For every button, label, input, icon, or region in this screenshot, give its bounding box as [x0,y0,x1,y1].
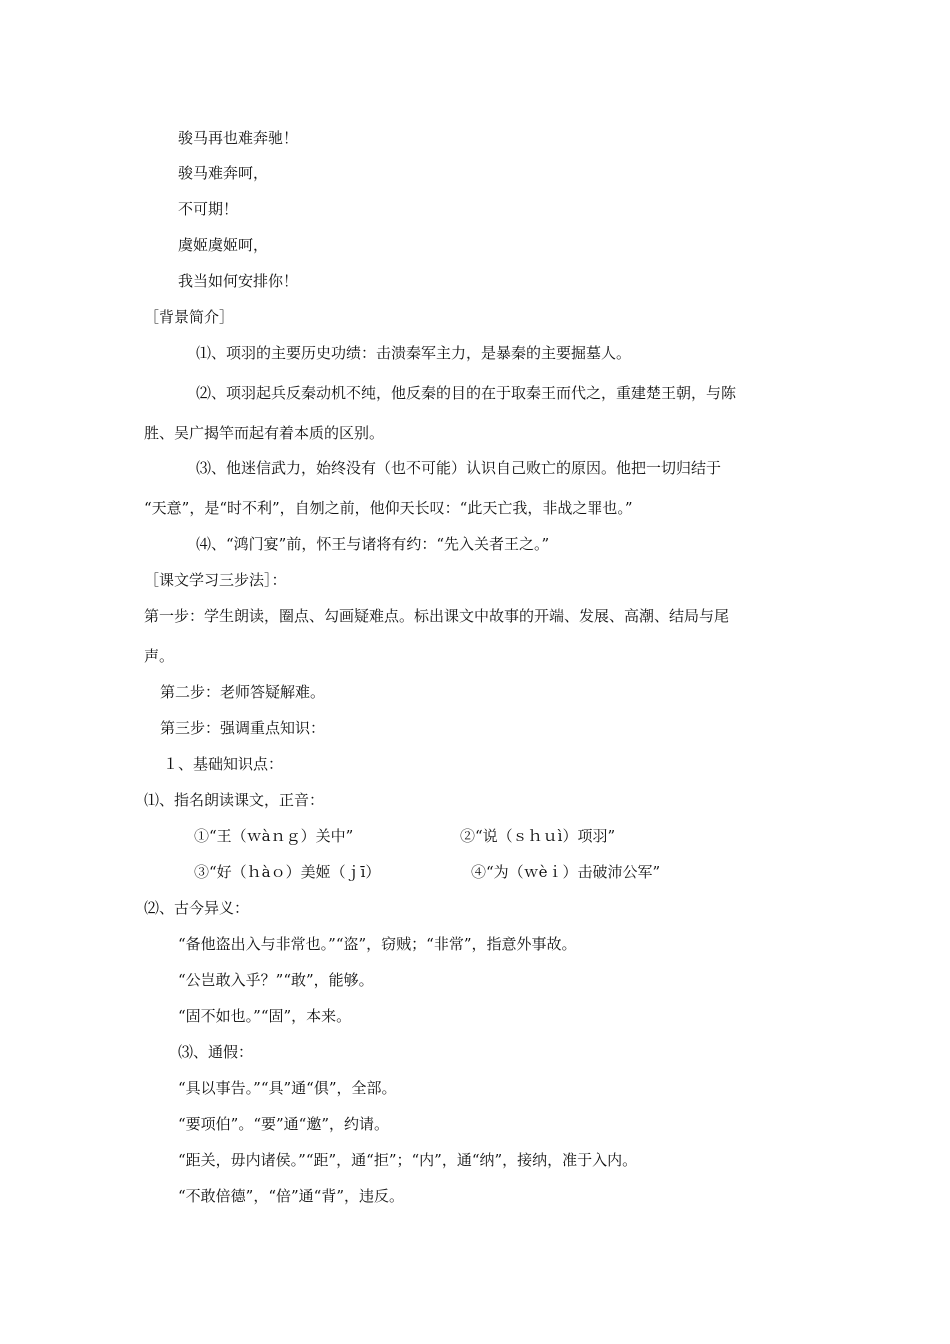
interchangeable-3: “距关，毋内诸侯。”“距”，通“拒”；“内”，通“纳”，接纳，准于入内。 [178,1151,638,1169]
background-item-3-line-1: ⑶、他迷信武力，始终没有（也不可能）认识自己败亡的原因。他把一切归结于 [196,459,722,477]
background-item-3-line-2: “天意”，是“时不利”，自刎之前，他仰天长叹：“此天亡我，非战之罪也。” [144,499,633,517]
pronunciation-1: ①“王（ｗàｎｇ）关中” [194,827,354,845]
interchangeable-1: “具以事告。”“具”通“俱”，全部。 [178,1079,397,1097]
subsection-interchangeable: ⑶、通假： [178,1043,254,1061]
pronunciation-4: ④“为（ｗèｉ）击破沛公军” [471,863,661,881]
ancient-modern-3: “固不如也。”“固”，本来。 [178,1007,352,1025]
step-3: 第三步：强调重点知识： [160,719,326,737]
background-item-2-line-1: ⑵、项羽起兵反秦动机不纯，他反秦的目的在于取秦王而代之，重建楚王朝，与陈 [196,384,737,402]
poem-line-2: 骏马难奔呵， [178,164,269,182]
background-item-2-line-2: 胜、吴广揭竿而起有着本质的区别。 [144,424,385,442]
ancient-modern-1: “备他盗出入与非常也。”“盗”，窃贼；“非常”，指意外事故。 [178,935,577,953]
subsection-pronunciation: ⑴、指名朗读课文，正音： [144,791,325,809]
step-1-line-2: 声。 [144,647,175,665]
poem-line-4: 虞姬虞姬呵， [178,236,269,254]
interchangeable-4: “不敢倍德”，“倍”通“背”，违反。 [178,1187,405,1205]
background-item-1: ⑴、项羽的主要历史功绩：击溃秦军主力，是暴秦的主要掘墓人。 [196,344,632,362]
background-heading: ［背景简介］ [144,308,235,326]
subsection-ancient-modern-meaning: ⑵、古今异义： [144,899,250,917]
method-heading: ［课文学习三步法］： [144,571,287,589]
point-1-heading: １、基础知识点： [163,755,284,773]
poem-line-1: 骏马再也难奔驰！ [178,129,299,147]
step-2: 第二步：老师答疑解难。 [160,683,326,701]
poem-line-5: 我当如何安排你！ [178,272,299,290]
pronunciation-3: ③“好（ｈàｏ）美姬（ｊī） [194,863,381,881]
step-1-line-1: 第一步：学生朗读，圈点、勾画疑难点。标出课文中故事的开端、发展、高潮、结局与尾 [144,607,730,625]
interchangeable-2: “要项伯”。“要”通“邀”，约请。 [178,1115,390,1133]
pronunciation-2: ②“说（ｓｈｕì）项羽” [460,827,616,845]
ancient-modern-2: “公岂敢入乎？”“敢”，能够。 [178,971,374,989]
background-item-4: ⑷、“鸿门宴”前，怀王与诸将有约：“先入关者王之。” [196,535,550,553]
poem-line-3: 不可期！ [178,200,239,218]
